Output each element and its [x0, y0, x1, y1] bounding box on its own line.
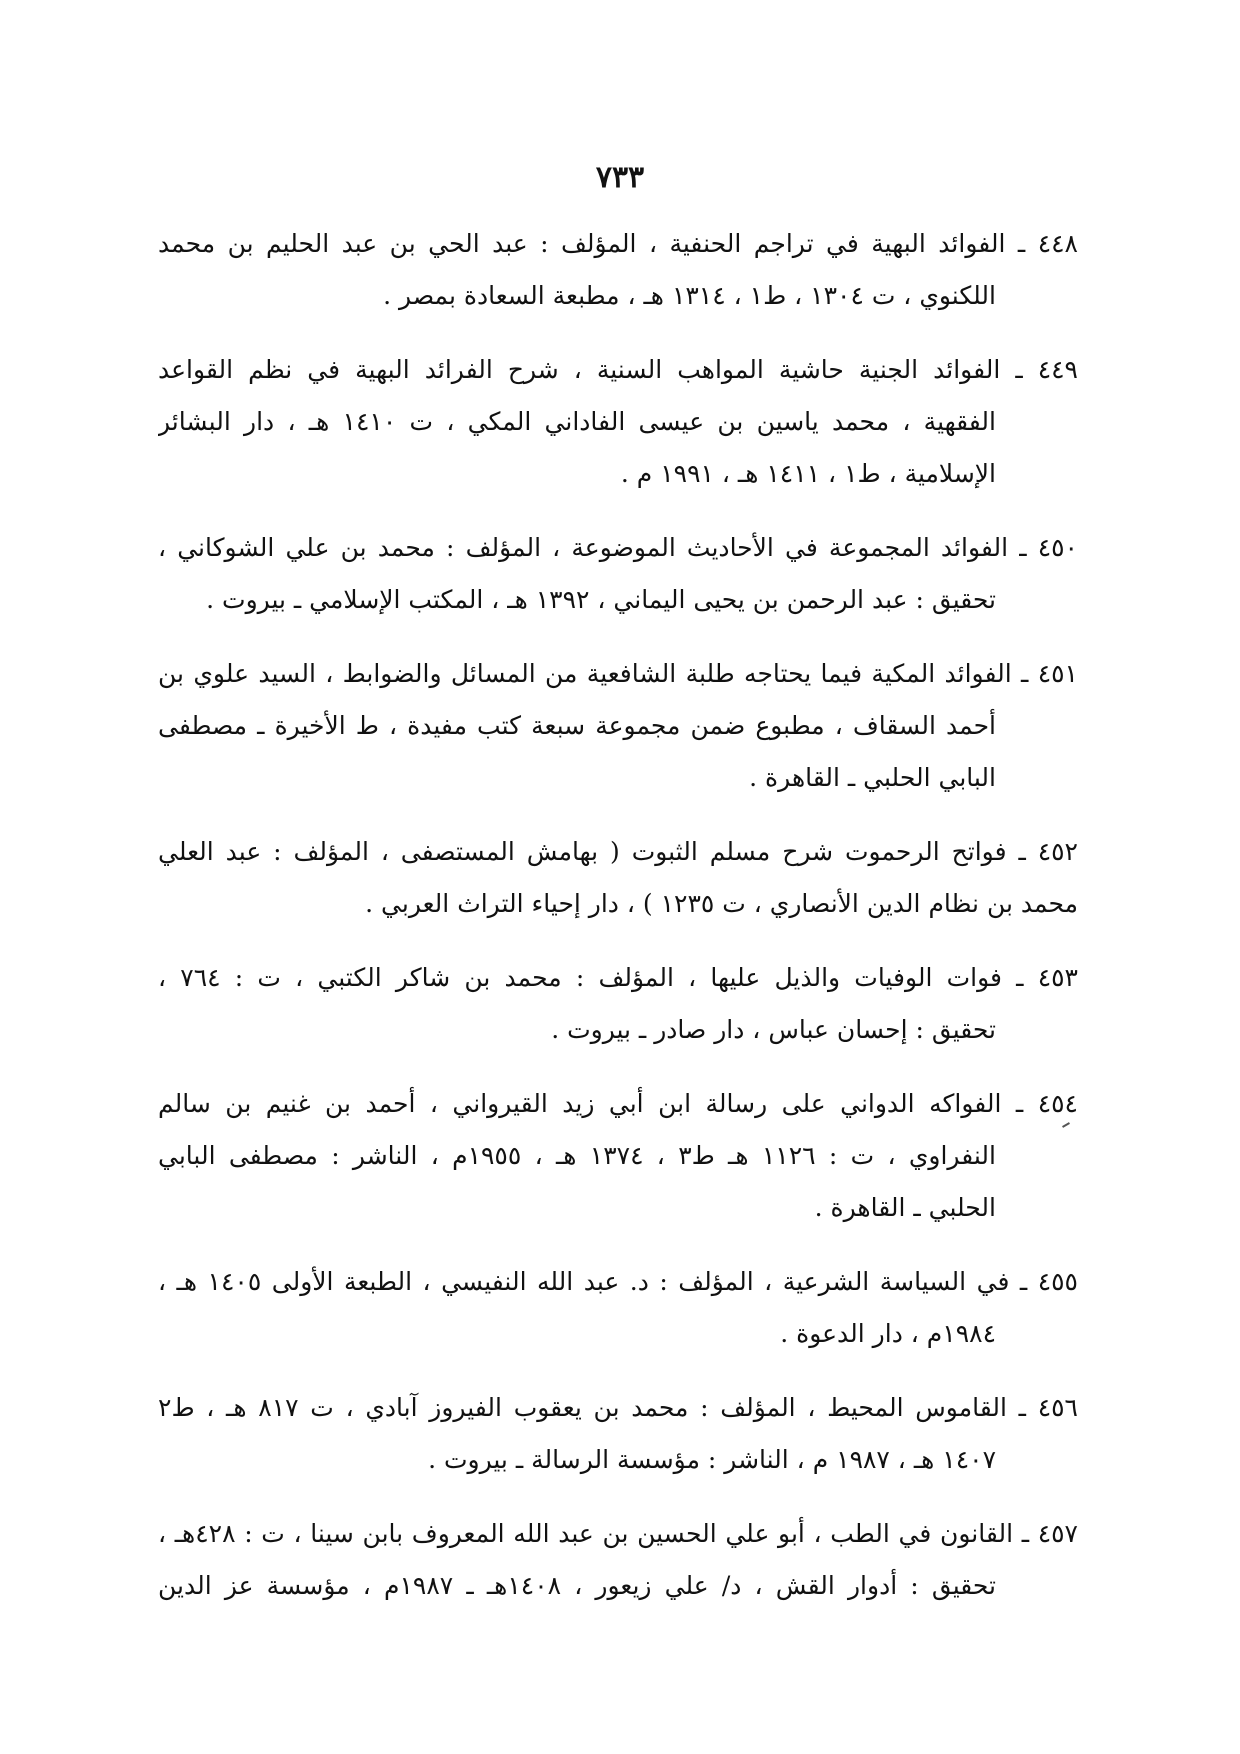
entry-line: النفراوي ، ت : ١١٢٦ هـ ط٣ ، ١٣٧٤ هـ ، ١٩٥٥م ، الناشر : مصطفى البابي: [158, 1141, 996, 1170]
entry-line: ٤٤٩ ـ الفوائد الجنية حاشية المواهب السنية ، شرح الفرائد البهية في نظم القواعد: [158, 355, 1078, 384]
entry-line: ٤٥٥ ـ في السياسة الشرعية ، المؤلف : د. عبد الله النفيسي ، الطبعة الأولى ١٤٠٥ هـ ،: [158, 1267, 1078, 1296]
page-number: ٧٣٣: [595, 160, 645, 195]
bibliography-entry-455: [158, 1256, 1078, 1360]
entry-line: ٤٥٧ ـ القانون في الطب ، أبو علي الحسين بن عبد الله المعروف بابن سينا ، ت : ٤٢٨هـ ،: [158, 1519, 1078, 1548]
entry-line: ٤٥٦ ـ القاموس المحيط ، المؤلف : محمد بن يعقوب الفيروز آبادي ، ت ٨١٧ هـ ، ط٢: [158, 1393, 1078, 1422]
bibliography-entry-457: [158, 1508, 1078, 1612]
bibliography-list: [158, 218, 1078, 1634]
entry-line: أحمد السقاف ، مطبوع ضمن مجموعة سبعة كتب مفيدة ، ط الأخيرة ـ مصطفى: [158, 711, 996, 740]
entry-line: الفقهية ، محمد ياسين بن عيسى الفاداني المكي ، ت ١٤١٠ هـ ، دار البشائر: [158, 407, 996, 436]
bibliography-entry-454: [158, 1078, 1078, 1234]
entry-line: ١٩٨٤م ، دار الدعوة .: [780, 1319, 996, 1348]
entry-line: محمد بن نظام الدين الأنصاري ، ت ١٢٣٥ ) ، دار إحياء التراث العربي .: [365, 889, 1078, 918]
bibliography-entry-448: [158, 218, 1078, 322]
entry-line: ٤٥٠ ـ الفوائد المجموعة في الأحاديث الموضوعة ، المؤلف : محمد بن علي الشوكاني ،: [158, 533, 1078, 562]
entry-line: تحقيق : عبد الرحمن بن يحيى اليماني ، ١٣٩٢ هـ ، المكتب الإسلامي ـ بيروت .: [206, 585, 996, 614]
entry-line: الحلبي ـ القاهرة .: [814, 1193, 996, 1222]
entry-line: ٤٥٤ ـ الفواكه الدواني على رسالة ابن أبي زيد القيرواني ، أحمد بن غنيم بن سالم: [158, 1089, 1078, 1118]
entry-line: تحقيق : أدوار القش ، د/ علي زيعور ، ١٤٠٨هـ ـ ١٩٨٧م ، مؤسسة عز الدين: [158, 1571, 996, 1600]
entry-line: اللكنوي ، ت ١٣٠٤ ، ط١ ، ١٣١٤ هـ ، مطبعة السعادة بمصر .: [383, 281, 996, 310]
entry-line: تحقيق : إحسان عباس ، دار صادر ـ بيروت .: [551, 1015, 996, 1044]
bibliography-entry-452: [158, 826, 1078, 930]
entry-line: الإسلامية ، ط١ ، ١٤١١ هـ ، ١٩٩١ م .: [620, 459, 996, 488]
entry-line: ٤٥٢ ـ فواتح الرحموت شرح مسلم الثبوت ( بهامش المستصفى ، المؤلف : عبد العلي: [158, 837, 1078, 866]
bibliography-entry-456: [158, 1382, 1078, 1486]
bibliography-entry-449: [158, 344, 1078, 500]
bibliography-entry-451: [158, 648, 1078, 804]
entry-line: ٤٤٨ ـ الفوائد البهية في تراجم الحنفية ، المؤلف : عبد الحي بن عبد الحليم بن محمد: [158, 229, 1078, 258]
bibliography-entry-453: [158, 952, 1078, 1056]
entry-line: ٤٥١ ـ الفوائد المكية فيما يحتاجه طلبة الشافعية من المسائل والضوابط ، السيد علوي بن: [158, 659, 1078, 688]
bibliography-entry-450: [158, 522, 1078, 626]
entry-line: البابي الحلبي ـ القاهرة .: [749, 763, 996, 792]
entry-line: ١٤٠٧ هـ ، ١٩٨٧ م ، الناشر : مؤسسة الرسالة ـ بيروت .: [428, 1445, 996, 1474]
entry-line: ٤٥٣ ـ فوات الوفيات والذيل عليها ، المؤلف : محمد بن شاكر الكتبي ، ت : ٧٦٤ ،: [158, 963, 1078, 992]
